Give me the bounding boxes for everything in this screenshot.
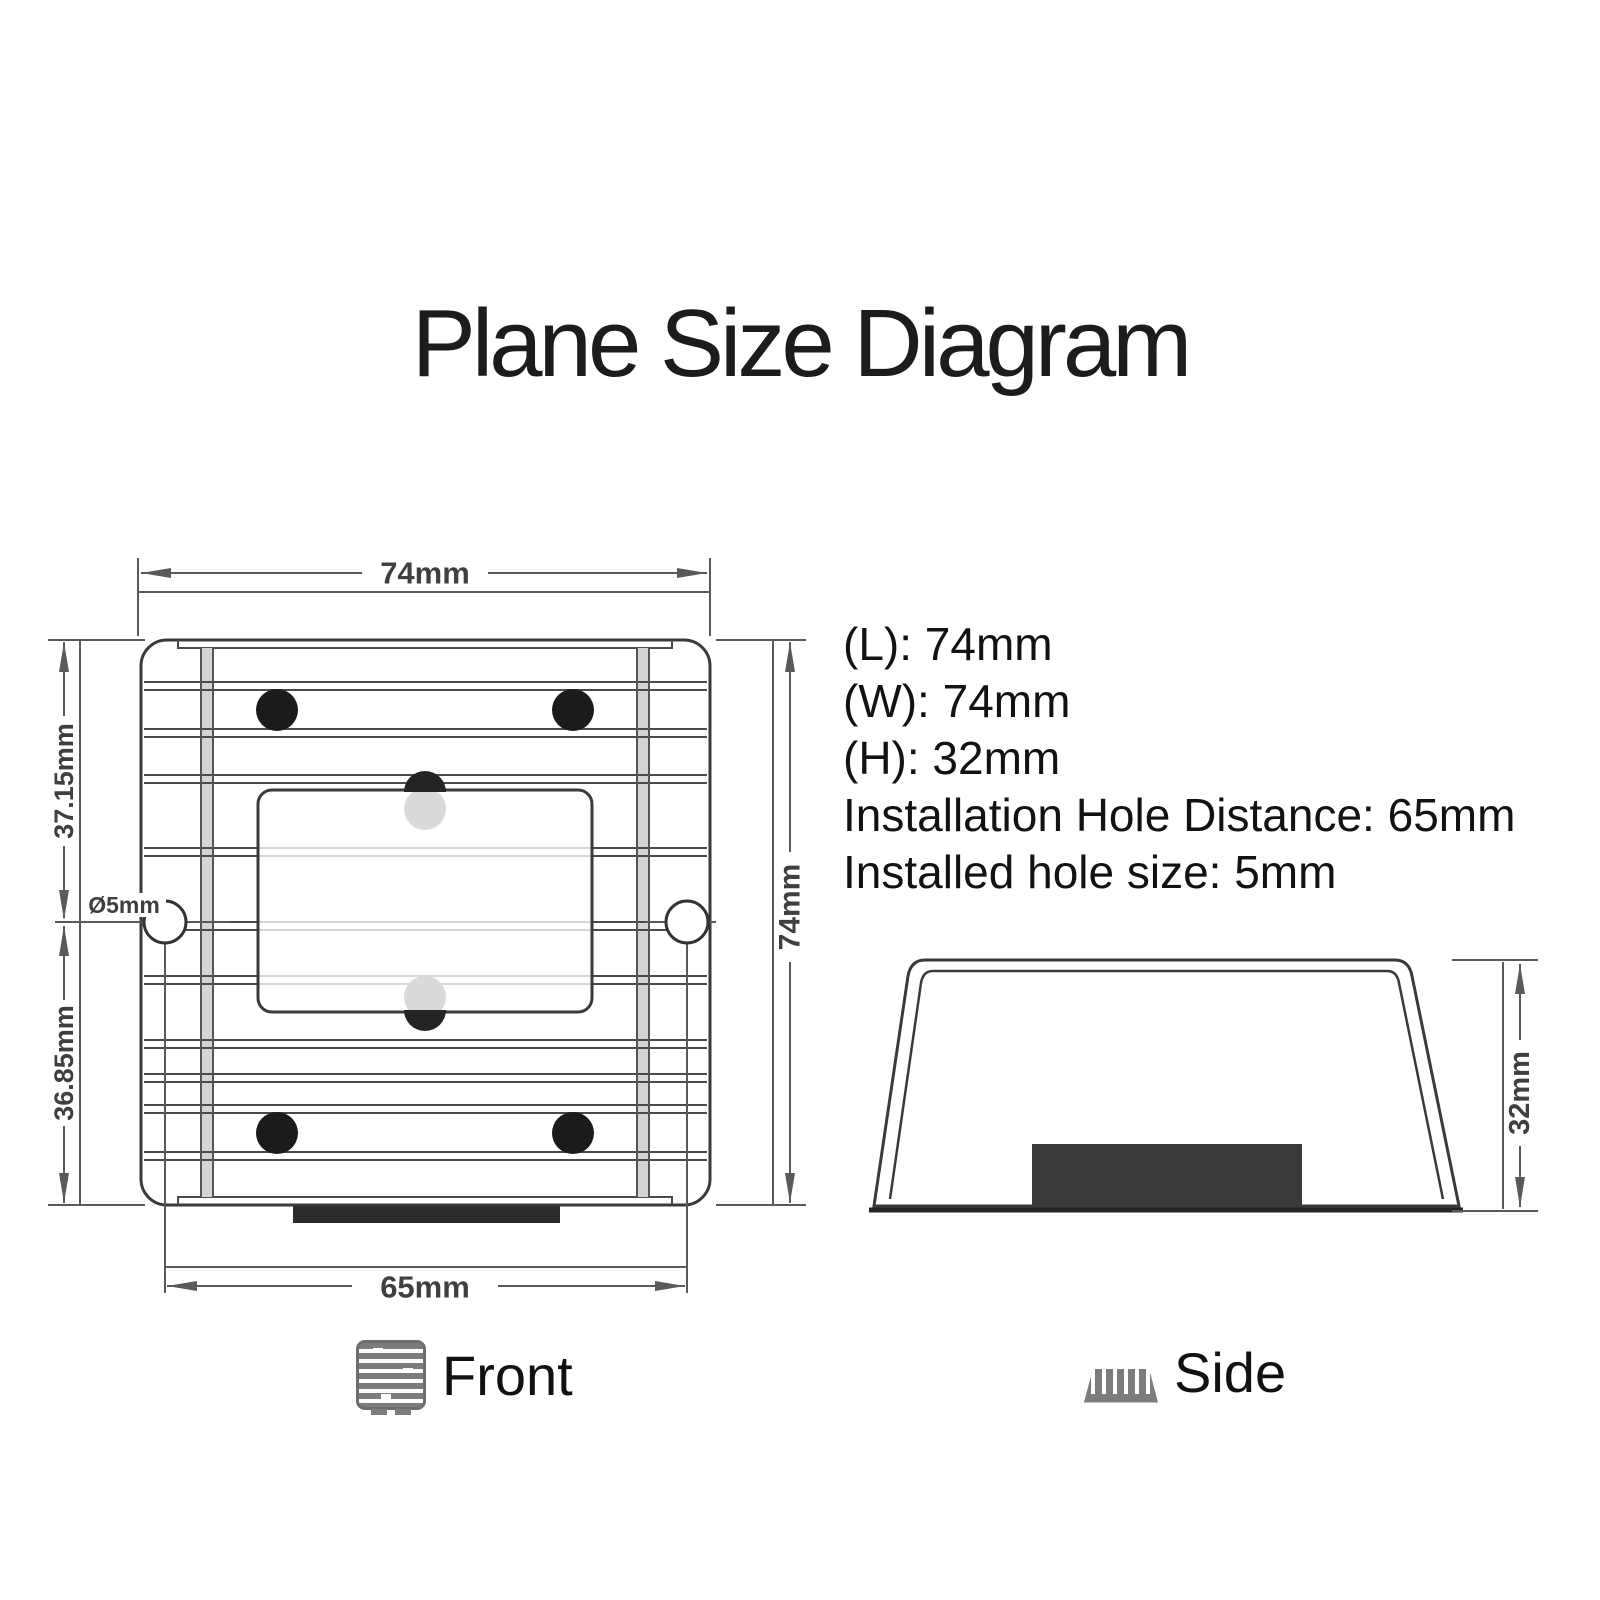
dim-label-top-width: 74mm [380, 555, 470, 591]
dim-label-hole-distance: 65mm [380, 1269, 470, 1305]
dim-label-hole-diameter: Ø5mm [88, 892, 160, 918]
side-legend [1084, 1340, 1286, 1405]
dim-label-upper-left: 37.15mm [49, 723, 79, 839]
top-ghost-circle [404, 788, 446, 830]
right-mounting-hole [666, 901, 708, 943]
front-legend [356, 1340, 573, 1410]
spec-length: (L): 74mm [843, 618, 1053, 670]
side-dark-block [1032, 1144, 1302, 1208]
spec-text-block [843, 616, 1515, 901]
spec-height: (H): 32mm [843, 732, 1061, 784]
side-view-label: Side [1174, 1341, 1287, 1404]
dim-label-lower-left: 36.85mm [49, 1005, 79, 1121]
spec-hole-distance: Installation Hole Distance: 65mm [843, 789, 1516, 841]
side-view-icon [1084, 1369, 1158, 1403]
bottom-connector-strip [293, 1206, 560, 1223]
side-dimensions [1452, 960, 1538, 1211]
dim-label-side-height: 32mm [1504, 1051, 1536, 1135]
front-view-icon [356, 1340, 426, 1410]
side-view-drawing [869, 960, 1538, 1211]
front-view-drawing [55, 640, 716, 1293]
front-view-label: Front [442, 1343, 573, 1407]
page-title: Plane Size Diagram [411, 290, 1189, 397]
spec-hole-size: Installed hole size: 5mm [843, 846, 1337, 898]
spec-width: (W): 74mm [843, 675, 1071, 727]
dim-label-right-height: 74mm [773, 863, 807, 951]
